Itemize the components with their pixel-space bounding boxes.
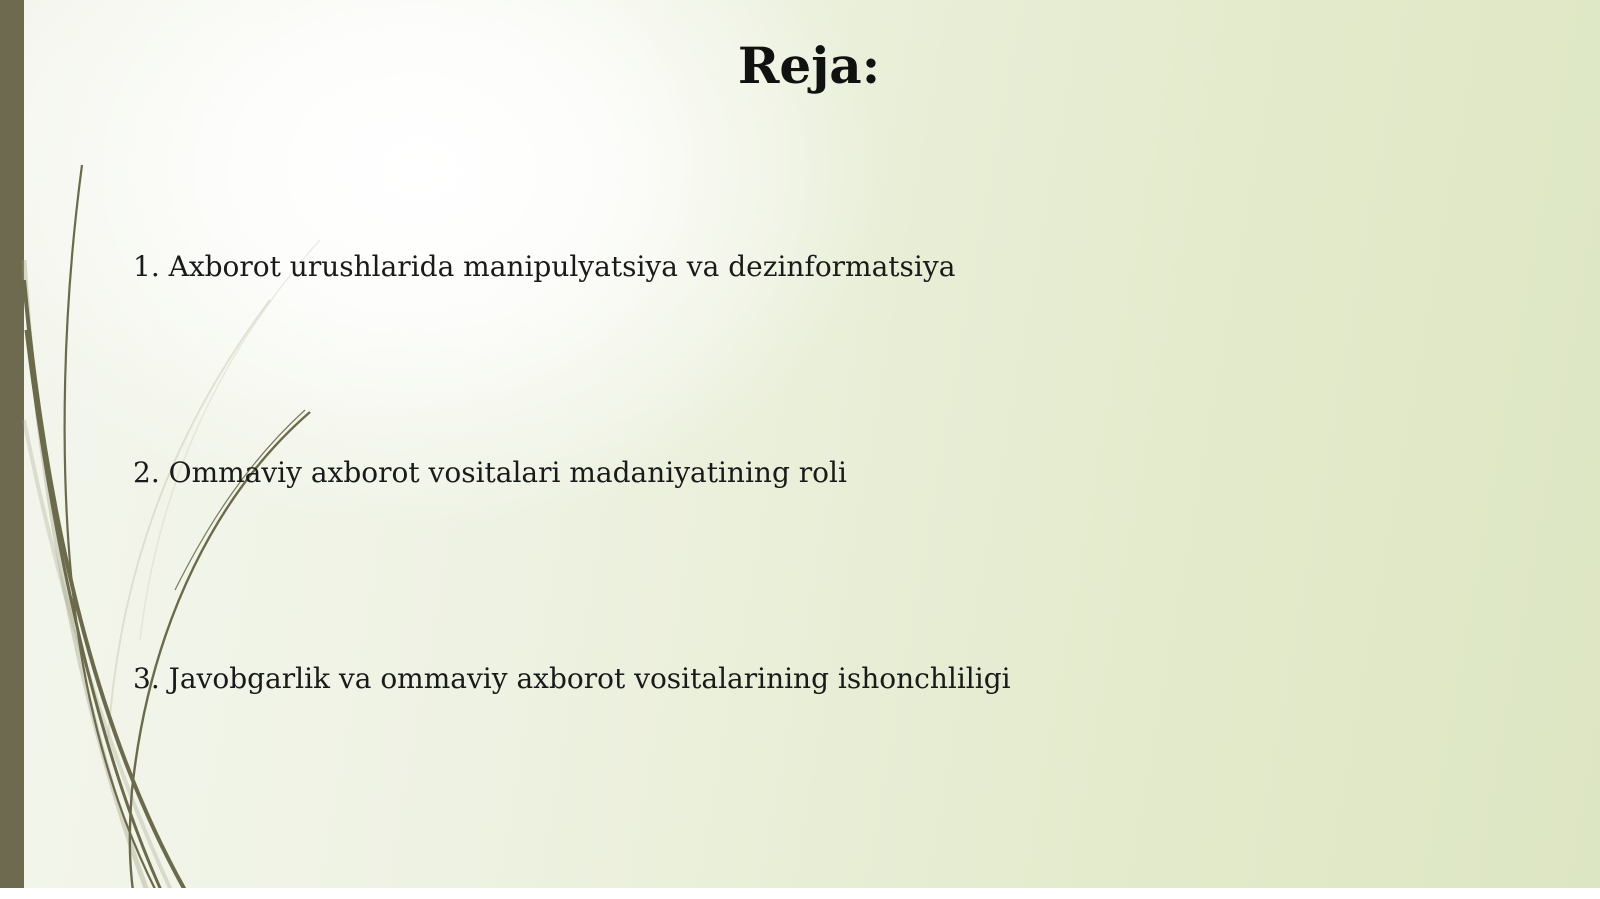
bottom-strip bbox=[0, 888, 1600, 899]
grass-decoration bbox=[0, 0, 330, 899]
plan-item-2: 2. Ommaviy axborot vositalari madaniyatining roli bbox=[133, 456, 847, 489]
plan-item-3: 3. Javobgarlik va ommaviy axborot vositalarining ishonchliligi bbox=[133, 662, 1011, 695]
plan-item-1: 1. Axborot urushlarida manipulyatsiya va dezinformatsiya bbox=[133, 250, 956, 283]
slide-title: Reja: bbox=[737, 36, 881, 95]
